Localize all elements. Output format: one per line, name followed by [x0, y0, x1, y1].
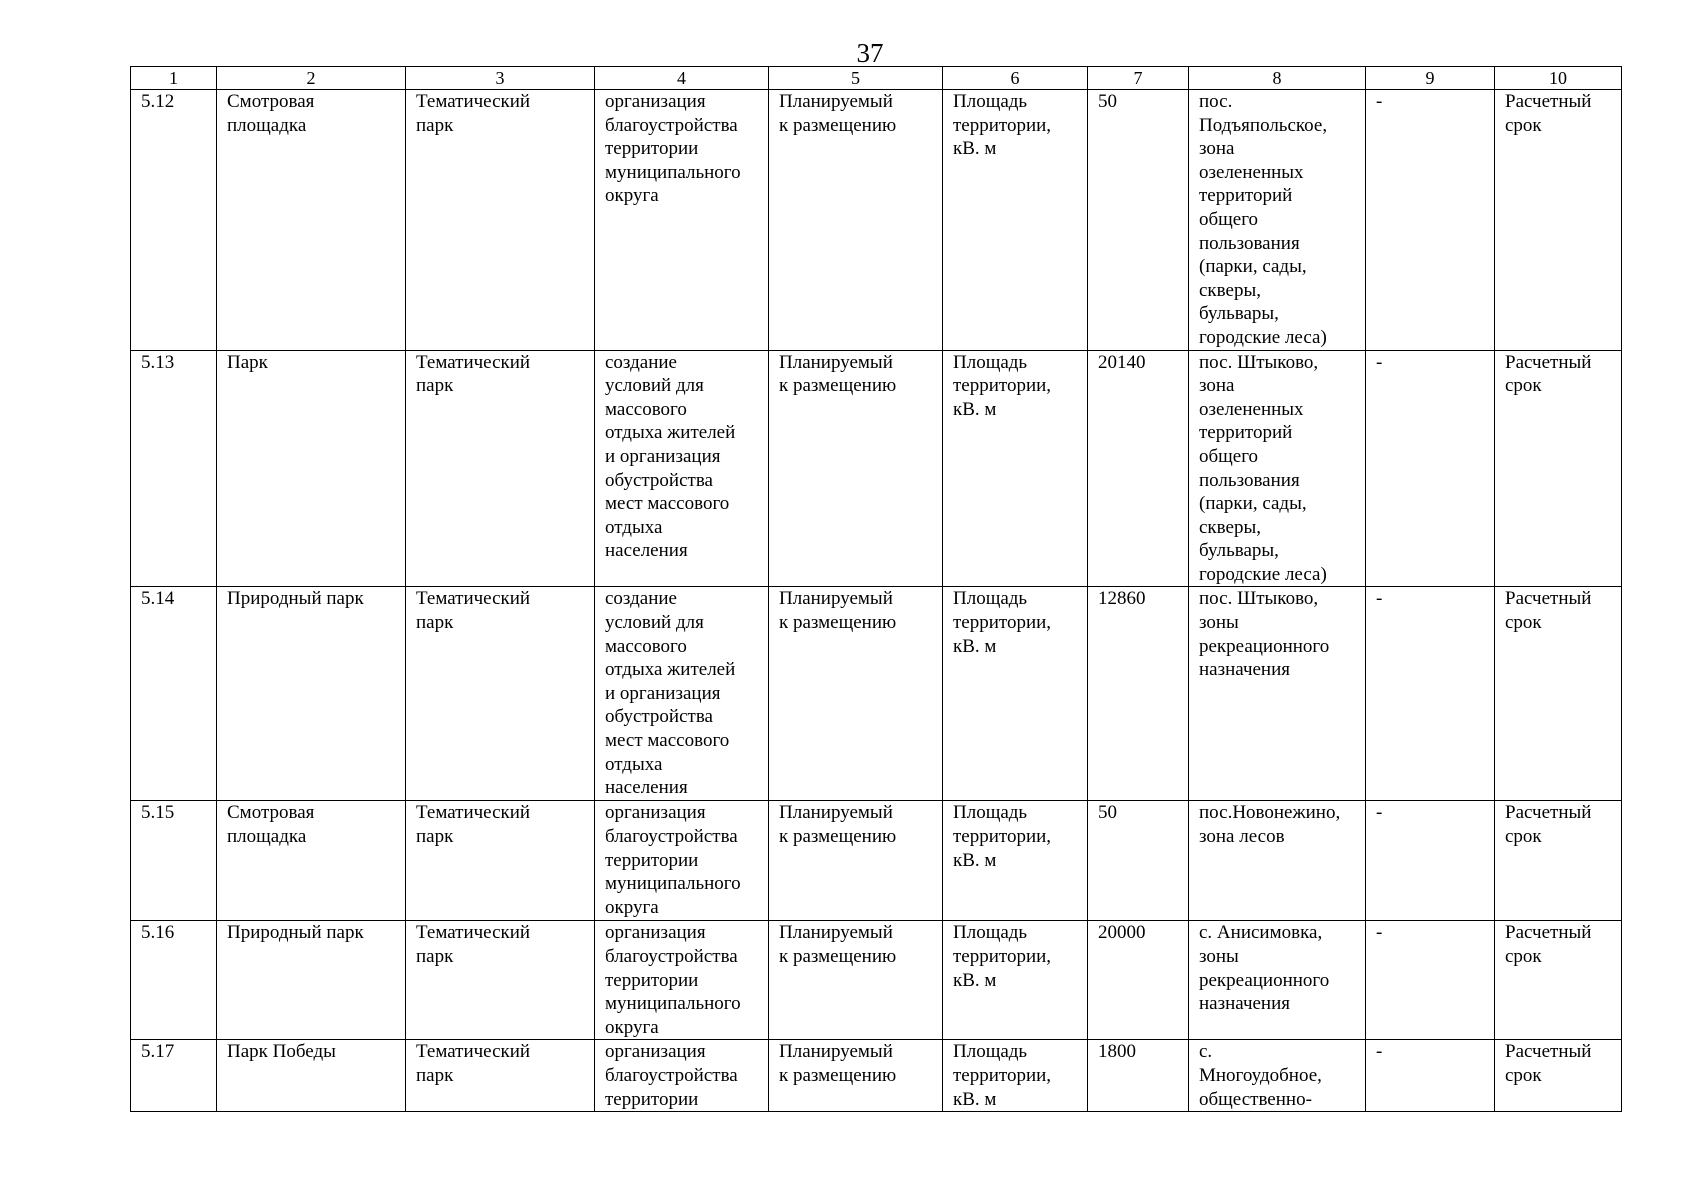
characteristic: Площадь территории, кВ. м: [953, 1041, 1052, 1110]
term: Расчетный срок: [1505, 91, 1592, 136]
zone-cell: [1366, 90, 1495, 351]
characteristic: Площадь территории, кВ. м: [953, 351, 1052, 420]
zone-cell: [1366, 801, 1495, 921]
purpose: организация благоустройства территории муниципального округа: [605, 802, 741, 918]
term-cell: [1495, 90, 1622, 351]
column-number-row: [131, 67, 1622, 90]
item-number: 5.13: [141, 351, 175, 373]
characteristic-cell: [943, 587, 1088, 801]
location-cell: [1189, 1040, 1366, 1112]
object-name-cell: [217, 587, 406, 801]
object-type-cell: [406, 350, 595, 587]
term: Расчетный срок: [1505, 588, 1592, 634]
value-cell: [1088, 801, 1189, 921]
item-number-cell: [131, 1040, 217, 1112]
table-row: [131, 90, 1622, 351]
purpose-cell: [595, 350, 769, 587]
item-number: 5.16: [141, 922, 175, 944]
object-type: Тематический парк: [416, 1041, 531, 1087]
status: Планируемый к размещению: [779, 91, 897, 136]
zone-cell: [1366, 350, 1495, 587]
object-type-cell: [406, 921, 595, 1040]
object-name-cell: [217, 801, 406, 921]
status-cell: [769, 801, 943, 921]
value-cell: [1088, 1040, 1189, 1112]
location: пос. Штыково, зоны рекреационного назначения: [1199, 588, 1330, 681]
status: Планируемый к размещению: [779, 1041, 897, 1087]
location-cell: [1189, 90, 1366, 351]
item-number: 5.15: [141, 802, 175, 824]
value-cell: [1088, 350, 1189, 587]
table-row: [131, 1040, 1622, 1112]
value: 50: [1098, 802, 1117, 824]
characteristic-cell: [943, 921, 1088, 1040]
zone: -: [1376, 351, 1383, 373]
object-type: Тематический парк: [416, 922, 531, 968]
status-cell: [769, 350, 943, 587]
column-number: 6: [943, 67, 1088, 90]
term-cell: [1495, 921, 1622, 1040]
location: с. Анисимовка, зоны рекреационного назначения: [1199, 922, 1330, 1015]
item-number-cell: [131, 587, 217, 801]
object-name: Парк: [227, 351, 268, 373]
purpose: организация благоустройства территории муниципального округа: [605, 922, 741, 1038]
location: пос. Штыково, зона озелененных территорий общего пользования (парки, сады, скверы, бульвары, городские леса): [1199, 351, 1327, 585]
item-number: 5.17: [141, 1041, 175, 1063]
object-name-cell: [217, 350, 406, 587]
column-number: 4: [595, 67, 769, 90]
term: Расчетный срок: [1505, 1041, 1592, 1087]
object-name-cell: [217, 90, 406, 351]
item-number-cell: [131, 350, 217, 587]
object-name: Парк Победы: [227, 1041, 336, 1063]
zone: -: [1376, 802, 1383, 824]
status-cell: [769, 587, 943, 801]
table-row: [131, 801, 1622, 921]
item-number: 5.12: [141, 91, 175, 112]
value: 12860: [1098, 588, 1146, 610]
item-number-cell: [131, 90, 217, 351]
term: Расчетный срок: [1505, 922, 1592, 968]
page-number: 37: [856, 38, 884, 68]
zone: -: [1376, 91, 1383, 112]
object-type: Тематический парк: [416, 802, 531, 848]
location: пос. Подъяпольское, зона озелененных территорий общего пользования (парки, сады, скверы, бульвары, городские леса): [1199, 91, 1328, 348]
zone-cell: [1366, 1040, 1495, 1112]
purpose-cell: [595, 921, 769, 1040]
object-name: Природный парк: [227, 922, 364, 944]
object-name-cell: [217, 1040, 406, 1112]
purpose-cell: [595, 90, 769, 351]
object-type-cell: [406, 90, 595, 351]
term-cell: [1495, 350, 1622, 587]
status-cell: [769, 921, 943, 1040]
value: 1800: [1098, 1041, 1136, 1063]
object-name-cell: [217, 921, 406, 1040]
location-cell: [1189, 350, 1366, 587]
column-number: 5: [769, 67, 943, 90]
zone: -: [1376, 922, 1383, 944]
value-cell: [1088, 587, 1189, 801]
object-type-cell: [406, 587, 595, 801]
term-cell: [1495, 587, 1622, 801]
item-number: 5.14: [141, 588, 175, 610]
object-type: Тематический парк: [416, 588, 531, 634]
table-row: [131, 921, 1622, 1040]
zone: -: [1376, 588, 1383, 610]
characteristic: Площадь территории, кВ. м: [953, 922, 1052, 991]
location: с. Многоудобное, общественно-: [1199, 1041, 1322, 1110]
status: Планируемый к размещению: [779, 351, 897, 397]
location-cell: [1189, 921, 1366, 1040]
zone-cell: [1366, 921, 1495, 1040]
column-number: 10: [1495, 67, 1622, 90]
purpose-cell: [595, 801, 769, 921]
value-cell: [1088, 90, 1189, 351]
object-type-cell: [406, 801, 595, 921]
purpose: организация благоустройства территории: [605, 1041, 738, 1110]
column-number: 1: [131, 67, 217, 90]
status: Планируемый к размещению: [779, 588, 897, 634]
object-type: Тематический парк: [416, 91, 531, 136]
column-number: 2: [217, 67, 406, 90]
object-type-cell: [406, 1040, 595, 1112]
purpose: создание условий для массового отдыха жителей и организация обустройства мест массового отдыха населения: [605, 588, 736, 799]
planned-objects-table: [130, 66, 1622, 1112]
location: пос.Новонежино, зона лесов: [1199, 802, 1341, 848]
table-row: [131, 350, 1622, 587]
purpose-cell: [595, 1040, 769, 1112]
object-name: Смотровая площадка: [227, 802, 315, 848]
characteristic-cell: [943, 350, 1088, 587]
value-cell: [1088, 921, 1189, 1040]
location-cell: [1189, 801, 1366, 921]
status-cell: [769, 1040, 943, 1112]
term-cell: [1495, 801, 1622, 921]
location-cell: [1189, 587, 1366, 801]
value: 20140: [1098, 351, 1146, 373]
characteristic-cell: [943, 801, 1088, 921]
item-number-cell: [131, 921, 217, 1040]
characteristic: Площадь территории, кВ. м: [953, 588, 1052, 657]
object-name: Природный парк: [227, 588, 364, 610]
status: Планируемый к размещению: [779, 922, 897, 968]
purpose: организация благоустройства территории муниципального округа: [605, 91, 741, 207]
status: Планируемый к размещению: [779, 802, 897, 848]
table-row: [131, 587, 1622, 801]
column-number: 9: [1366, 67, 1495, 90]
zone-cell: [1366, 587, 1495, 801]
characteristic: Площадь территории, кВ. м: [953, 91, 1052, 160]
characteristic: Площадь территории, кВ. м: [953, 802, 1052, 871]
column-number: 3: [406, 67, 595, 90]
status-cell: [769, 90, 943, 351]
value: 20000: [1098, 922, 1146, 944]
column-number: 8: [1189, 67, 1366, 90]
object-type: Тематический парк: [416, 351, 531, 397]
zone: -: [1376, 1041, 1383, 1063]
purpose-cell: [595, 587, 769, 801]
item-number-cell: [131, 801, 217, 921]
column-number: 7: [1088, 67, 1189, 90]
characteristic-cell: [943, 1040, 1088, 1112]
object-name: Смотровая площадка: [227, 91, 315, 136]
characteristic-cell: [943, 90, 1088, 351]
term: Расчетный срок: [1505, 351, 1592, 397]
term-cell: [1495, 1040, 1622, 1112]
value: 50: [1098, 91, 1117, 112]
purpose: создание условий для массового отдыха жителей и организация обустройства мест массового отдыха населения: [605, 351, 736, 562]
term: Расчетный срок: [1505, 802, 1592, 848]
